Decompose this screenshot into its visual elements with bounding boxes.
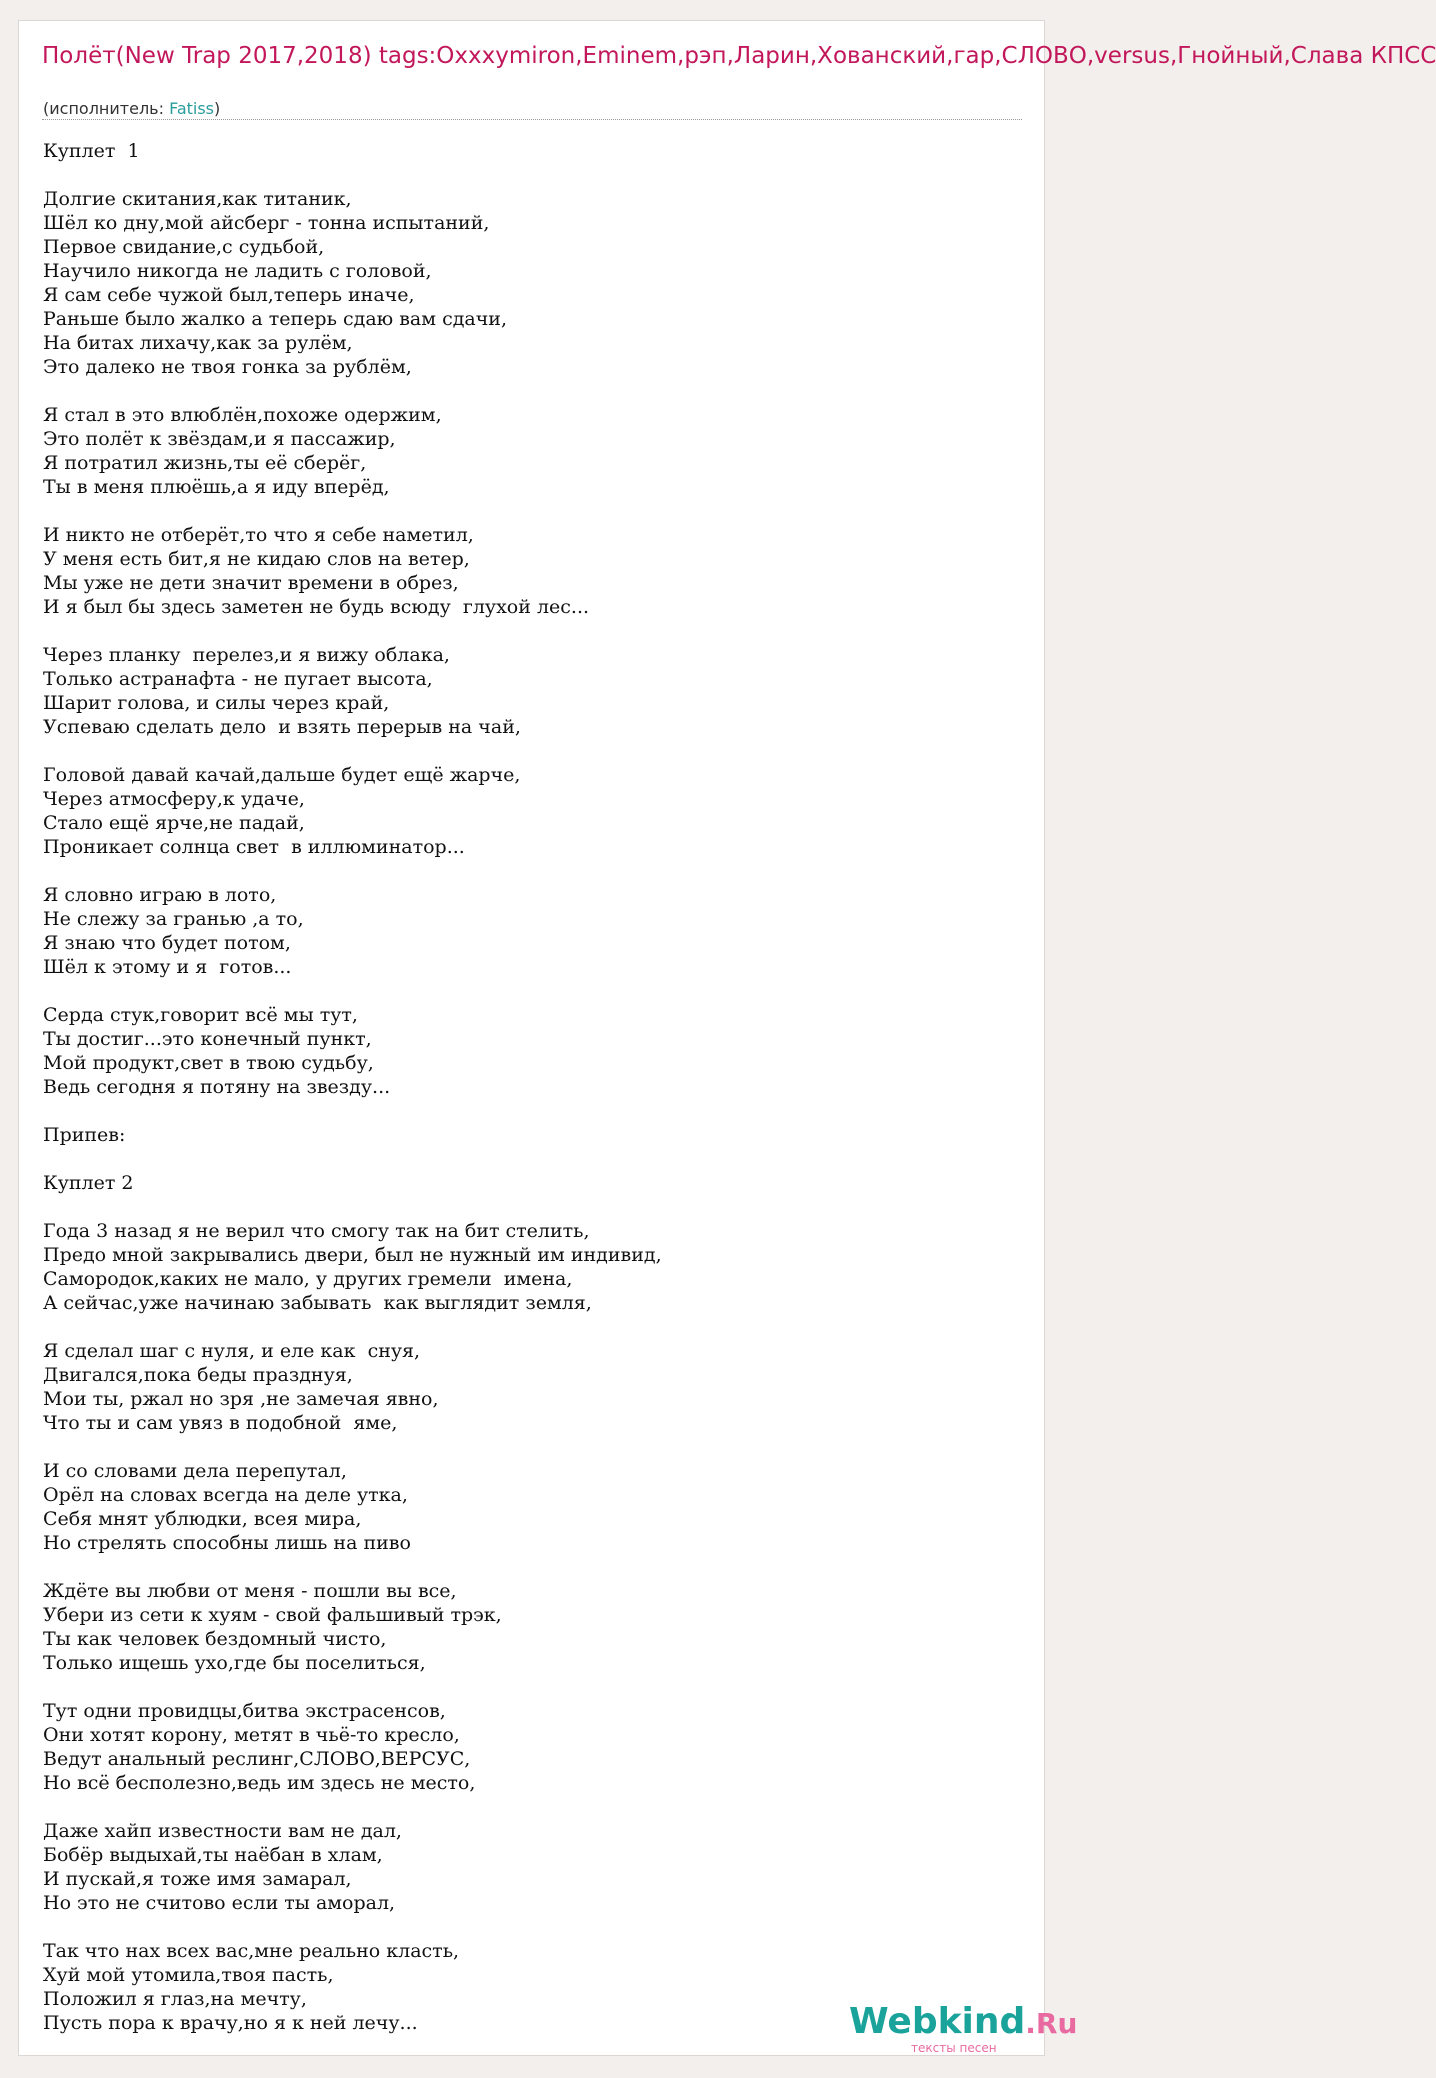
- lyric-line: Положил я глаз,на мечту,: [43, 1988, 307, 2010]
- lyric-line: Что ты и сам увяз в подобной яме,: [43, 1412, 398, 1434]
- lyric-line: Но это не считово если ты аморал,: [43, 1892, 396, 1914]
- lyric-line: [43, 1195, 1023, 1219]
- artist-line: [43, 99, 220, 119]
- lyric-line: [43, 1675, 1023, 1699]
- lyric-line: [43, 979, 1023, 1003]
- lyric-line: И я был бы здесь заметен не будь всюду глухой лес...: [43, 596, 590, 618]
- lyric-line: Хуй мой утомила,твоя пасть,: [43, 1964, 334, 1986]
- lyric-line: Тут одни провидцы,битва экстрасенсов,: [43, 1700, 446, 1722]
- lyric-line: Ты достиг...это конечный пункт,: [43, 1028, 372, 1050]
- lyric-line: Бобёр выдыхай,ты наёбан в хлам,: [43, 1844, 383, 1866]
- lyric-line: Через атмосферу,к удаче,: [43, 788, 305, 810]
- lyric-line: Раньше было жалко а теперь сдаю вам сдачи,: [43, 308, 508, 330]
- lyric-line: И никто не отберёт,то что я себе наметил,: [43, 524, 474, 546]
- lyric-line: [43, 859, 1023, 883]
- lyric-line: [43, 499, 1023, 523]
- lyric-line: Стало ещё ярче,не падай,: [43, 812, 305, 834]
- lyric-line: Я потратил жизнь,ты её сберёг,: [43, 452, 367, 474]
- lyric-line: [43, 1915, 1023, 1939]
- lyric-line: Шёл к этому и я готов...: [43, 956, 292, 978]
- lyric-line: И пускай,я тоже имя замарал,: [43, 1868, 352, 1890]
- lyric-line: Мой продукт,свет в твою судьбу,: [43, 1052, 374, 1074]
- lyric-line: Двигался,пока беды празднуя,: [43, 1364, 353, 1386]
- lyric-line: Орёл на словах всегда на деле утка,: [43, 1484, 408, 1506]
- lyric-line: Это полёт к звёздам,и я пассажир,: [43, 428, 396, 450]
- lyric-line: Шёл ко дну,мой айсберг - тонна испытаний,: [43, 212, 490, 234]
- lyric-line: Первое свидание,с судьбой,: [43, 236, 325, 258]
- lyric-line: Я стал в это влюблён,похоже одержим,: [43, 404, 442, 426]
- lyric-line: Но всё бесполезно,ведь им здесь не место,: [43, 1772, 476, 1794]
- lyric-line: [43, 1099, 1023, 1123]
- lyric-line: Самородок,каких не мало, у других гремели имена,: [43, 1268, 573, 1290]
- song-title: Полёт(New Trap 2017,2018) tags:Oxxxymiron,Eminem,рэп,Ларин,Хованский,гар,СЛОВО,versus,Гнойный,Слава КПСС: [42, 43, 1436, 69]
- lyric-line: Ты как человек бездомный чисто,: [43, 1628, 387, 1650]
- lyric-line: Только ищешь ухо,где бы поселиться,: [43, 1652, 426, 1674]
- lyric-line: Ты в меня плюёшь,а я иду вперёд,: [43, 476, 390, 498]
- lyric-line: Куплет 1: [43, 140, 140, 162]
- lyric-line: Не слежу за гранью ,а то,: [43, 908, 304, 930]
- lyric-line: Серда стук,говорит всё мы тут,: [43, 1004, 358, 1026]
- lyrics-body: [43, 139, 1023, 2035]
- lyric-line: Убери из сети к хуям - свой фальшивый трэк,: [43, 1604, 502, 1626]
- lyric-line: Шарит голова, и силы через край,: [43, 692, 390, 714]
- lyric-line: Припев:: [43, 1124, 126, 1146]
- lyric-line: [43, 619, 1023, 643]
- lyric-line: [43, 1795, 1023, 1819]
- lyric-line: Я знаю что будет потом,: [43, 932, 291, 954]
- logo-tagline: тексты песен: [911, 2041, 997, 2055]
- lyric-line: А сейчас,уже начинаю забывать как выглядит земля,: [43, 1292, 592, 1314]
- lyric-line: Я сделал шаг с нуля, и еле как снуя,: [43, 1340, 421, 1362]
- lyric-line: Головой давай качай,дальше будет ещё жарче,: [43, 764, 521, 786]
- lyric-line: Даже хайп известности вам не дал,: [43, 1820, 402, 1842]
- lyric-line: [43, 379, 1023, 403]
- lyric-line: Ведь сегодня я потяну на звезду...: [43, 1076, 391, 1098]
- lyric-line: Долгие скитания,как титаник,: [43, 188, 352, 210]
- lyric-line: Я сам себе чужой был,теперь иначе,: [43, 284, 415, 306]
- lyric-line: И со словами дела перепутал,: [43, 1460, 347, 1482]
- lyric-line: У меня есть бит,я не кидаю слов на ветер,: [43, 548, 470, 570]
- artist-prefix: (исполнитель:: [43, 99, 170, 118]
- lyric-line: [43, 1315, 1023, 1339]
- page-frame: [18, 20, 1436, 2056]
- logo-wordmark: Webkind: [849, 2001, 1026, 2042]
- lyric-line: Мои ты, ржал но зря ,не замечая явно,: [43, 1388, 439, 1410]
- dotted-divider: [42, 119, 1022, 120]
- lyric-line: Себя мнят ублюдки, всея мира,: [43, 1508, 362, 1530]
- lyric-line: Ждёте вы любви от меня - пошли вы все,: [43, 1580, 457, 1602]
- lyric-line: [43, 1147, 1023, 1171]
- lyric-line: Научило никогда не ладить с головой,: [43, 260, 432, 282]
- lyric-line: Пусть пора к врачу,но я к ней лечу...: [43, 2012, 418, 2034]
- lyric-line: Я словно играю в лото,: [43, 884, 277, 906]
- artist-suffix: ): [214, 99, 221, 118]
- lyric-line: Они хотят корону, метят в чьё-то кресло,: [43, 1724, 460, 1746]
- lyric-line: Предо мной закрывались двери, был не нужный им индивид,: [43, 1244, 662, 1266]
- lyric-line: Это далеко не твоя гонка за рублём,: [43, 356, 412, 378]
- lyric-line: Года 3 назад я не верил что смогу так на бит стелить,: [43, 1220, 590, 1242]
- lyric-line: [43, 1435, 1023, 1459]
- lyric-line: Так что нах всех вас,мне реально класть,: [43, 1940, 460, 1962]
- lyric-line: Только астранафта - не пугает высота,: [43, 668, 433, 690]
- webkind-logo[interactable]: [849, 2001, 1078, 2055]
- lyric-line: [43, 1555, 1023, 1579]
- lyric-line: [43, 163, 1023, 187]
- logo-tld: .Ru: [1025, 2007, 1078, 2040]
- lyric-line: Куплет 2: [43, 1172, 134, 1194]
- lyric-line: Через планку перелез,и я вижу облака,: [43, 644, 450, 666]
- lyric-line: На битах лихачу,как за рулём,: [43, 332, 353, 354]
- lyric-line: Проникает солнца свет в иллюминатор...: [43, 836, 465, 858]
- lyric-line: Ведут анальный реслинг,СЛОВО,ВЕРСУС,: [43, 1748, 471, 1770]
- lyric-line: [43, 739, 1023, 763]
- lyric-line: Успеваю сделать дело и взять перерыв на чай,: [43, 716, 521, 738]
- lyric-line: Мы уже не дети значит времени в обрез,: [43, 572, 459, 594]
- lyric-line: Но стрелять способны лишь на пиво: [43, 1532, 411, 1554]
- artist-link[interactable]: Fatiss: [169, 99, 215, 118]
